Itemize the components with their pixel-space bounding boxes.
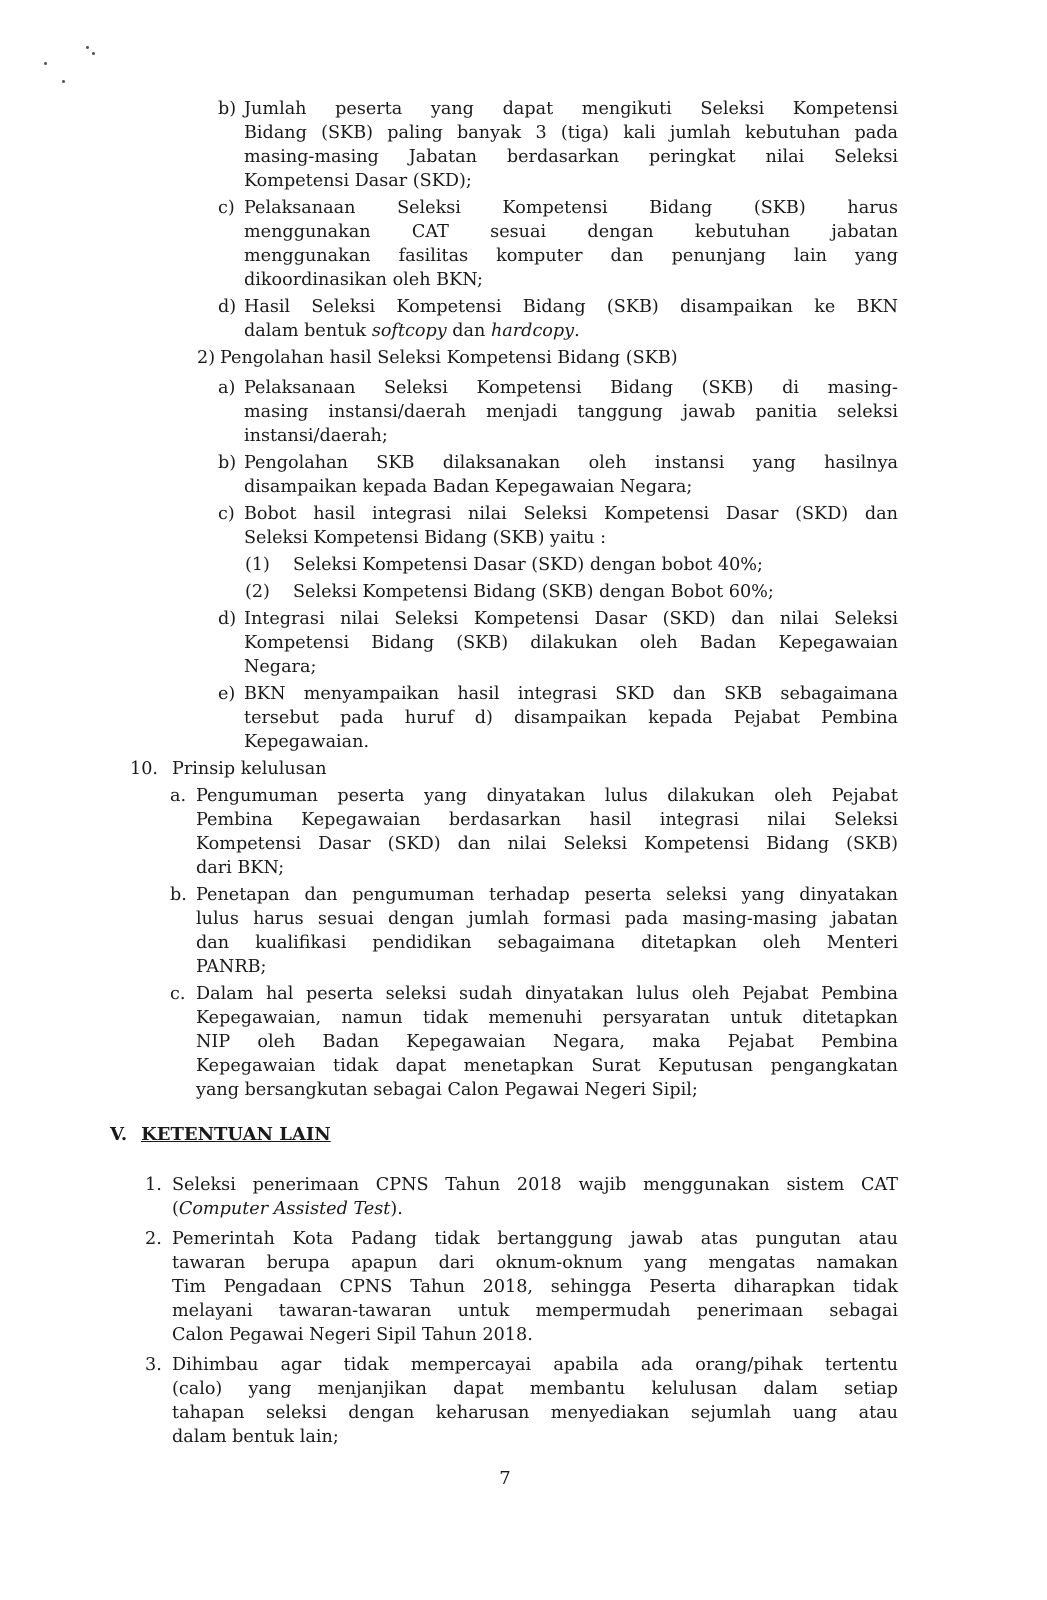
text-line xyxy=(172,1197,898,1221)
list-marker: (2) xyxy=(245,582,270,602)
document-body-upper xyxy=(0,94,1047,1102)
text-line: tawaran berupa apapun dari oknum-oknum yang mengatas namakan xyxy=(172,1253,898,1273)
list-marker: 2. xyxy=(145,1229,162,1249)
text-line: Pelaksanaan Seleksi Kompetensi Bidang (SKB) di masing- xyxy=(244,378,898,398)
list-marker: 1. xyxy=(145,1175,162,1195)
list-item xyxy=(0,784,1047,880)
list-marker: d) xyxy=(218,609,237,629)
text-line: Kompetensi Dasar (SKD) dan nilai Seleksi Kompetensi Bidang (SKB) xyxy=(196,834,898,854)
text-line: Seleksi penerimaan CPNS Tahun 2018 wajib menggunakan sistem CAT xyxy=(172,1175,898,1195)
text-line: Seleksi Kompetensi Dasar (SKD) dengan bobot 40%; xyxy=(293,555,763,575)
text-line: Kepegawaian. xyxy=(244,732,370,752)
list-item xyxy=(0,295,1047,343)
text-line: Calon Pegawai Negeri Sipil Tahun 2018. xyxy=(172,1325,533,1345)
list-marker: a) xyxy=(218,378,236,398)
list-item xyxy=(0,97,1047,193)
text-line: Kompetensi Dasar (SKD); xyxy=(244,171,472,191)
text-line: Dihimbau agar tidak mempercayai apabila ada orang/pihak tertentu xyxy=(172,1355,898,1375)
text-line: dari BKN; xyxy=(196,858,285,878)
scan-speck xyxy=(62,80,65,83)
text-line: Kompetensi Bidang (SKB) dilakukan oleh Badan Kepegawaian xyxy=(244,633,898,653)
section-number: V. xyxy=(110,1124,128,1145)
text-line xyxy=(244,319,898,343)
text-line: Tim Pengadaan CPNS Tahun 2018, sehingga Peserta diharapkan tidak xyxy=(172,1277,898,1297)
text-line: Bobot hasil integrasi nilai Seleksi Kompetensi Dasar (SKD) dan xyxy=(244,504,898,524)
text-line: menggunakan fasilitas komputer dan penunjang lain yang xyxy=(244,246,898,266)
list-item xyxy=(0,376,1047,448)
section-heading xyxy=(110,1124,331,1145)
text-segment: ). xyxy=(390,1199,403,1219)
text-line: dan kualifikasi pendidikan sebagaimana ditetapkan oleh Menteri xyxy=(196,933,898,953)
list-item xyxy=(0,757,1047,781)
text-line: PANRB; xyxy=(196,957,267,977)
text-segment: ( xyxy=(172,1199,179,1219)
list-item xyxy=(0,1353,1047,1449)
text-segment: . xyxy=(574,321,580,341)
text-line: melayani tawaran-tawaran untuk mempermudah penerimaan sebagai xyxy=(172,1301,898,1321)
text-line: Kepegawaian, namun tidak memenuhi persyaratan untuk ditetapkan xyxy=(196,1008,898,1028)
text-line: Integrasi nilai Seleksi Kompetensi Dasar (SKD) dan nilai Seleksi xyxy=(244,609,898,629)
text-line: Pengolahan hasil Seleksi Kompetensi Bidang (SKB) xyxy=(220,348,678,368)
text-line: tahapan seleksi dengan keharusan menyediakan sejumlah uang atau xyxy=(172,1403,898,1423)
text-line: Jumlah peserta yang dapat mengikuti Seleksi Kompetensi xyxy=(244,99,898,119)
list-item xyxy=(0,607,1047,679)
italic-text: hardcopy xyxy=(490,321,575,341)
text-line: Seleksi Kompetensi Bidang (SKB) dengan Bobot 60%; xyxy=(293,582,774,602)
text-line: instansi/daerah; xyxy=(244,426,388,446)
italic-text: softcopy xyxy=(371,321,447,341)
text-line: Pelaksanaan Seleksi Kompetensi Bidang (SKB) harus xyxy=(244,198,898,218)
list-item xyxy=(0,982,1047,1102)
list-marker: a. xyxy=(170,786,187,806)
text-line: yang bersangkutan sebagai Calon Pegawai Negeri Sipil; xyxy=(196,1080,698,1100)
text-line: lulus harus sesuai dengan jumlah formasi pada masing-masing jabatan xyxy=(196,909,898,929)
list-marker: 10. xyxy=(130,759,158,779)
text-line: Pengolahan SKB dilaksanakan oleh instansi yang hasilnya xyxy=(244,453,898,473)
text-line: Dalam hal peserta seleksi sudah dinyatakan lulus oleh Pejabat Pembina xyxy=(196,984,898,1004)
list-marker: c) xyxy=(218,198,235,218)
text-line: Pembina Kepegawaian berdasarkan hasil integrasi nilai Seleksi xyxy=(196,810,898,830)
text-line: dikoordinasikan oleh BKN; xyxy=(244,270,483,290)
text-segment: dalam bentuk xyxy=(244,321,372,341)
text-line: NIP oleh Badan Kepegawaian Negara, maka Pejabat Pembina xyxy=(196,1032,898,1052)
text-line: masing instansi/daerah menjadi tanggung jawab panitia seleksi xyxy=(244,402,898,422)
text-line: BKN menyampaikan hasil integrasi SKD dan SKB sebagaimana xyxy=(244,684,898,704)
text-line: Pengumuman peserta yang dinyatakan lulus dilakukan oleh Pejabat xyxy=(196,786,898,806)
list-item xyxy=(0,580,1047,604)
list-marker: b) xyxy=(218,453,237,473)
list-marker: 3. xyxy=(145,1355,162,1375)
list-item xyxy=(0,682,1047,754)
list-item xyxy=(0,553,1047,577)
scan-speck xyxy=(92,52,95,55)
list-marker: e) xyxy=(218,684,236,704)
list-item xyxy=(0,502,1047,550)
text-line: Bidang (SKB) paling banyak 3 (tiga) kali jumlah kebutuhan pada xyxy=(244,123,898,143)
document-body-lower xyxy=(0,1170,1047,1449)
text-line: Pemerintah Kota Padang tidak bertanggung jawab atas pungutan atau xyxy=(172,1229,898,1249)
scan-speck xyxy=(44,62,47,65)
text-line: Penetapan dan pengumuman terhadap peserta seleksi yang dinyatakan xyxy=(196,885,898,905)
list-marker: b. xyxy=(170,885,187,905)
text-line: disampaikan kepada Badan Kepegawaian Negara; xyxy=(244,477,693,497)
text-line: (calo) yang menjanjikan dapat membantu kelulusan dalam setiap xyxy=(172,1379,898,1399)
list-marker: c. xyxy=(170,984,186,1004)
list-marker: (1) xyxy=(245,555,270,575)
list-item xyxy=(0,883,1047,979)
list-marker: 2) xyxy=(197,348,216,368)
list-marker: c) xyxy=(218,504,235,524)
text-line: tersebut pada huruf d) disampaikan kepada Pejabat Pembina xyxy=(244,708,898,728)
text-line: Kepegawaian tidak dapat menetapkan Surat Keputusan pengangkatan xyxy=(196,1056,898,1076)
section-title: KETENTUAN LAIN xyxy=(141,1124,331,1145)
text-line: masing-masing Jabatan berdasarkan peringkat nilai Seleksi xyxy=(244,147,898,167)
list-item xyxy=(0,1173,1047,1221)
list-marker: b) xyxy=(218,99,237,119)
page-number: 7 xyxy=(499,1468,511,1489)
scan-speck xyxy=(86,46,89,49)
text-line: Negara; xyxy=(244,657,317,677)
text-line: dalam bentuk lain; xyxy=(172,1427,339,1447)
text-segment: dan xyxy=(446,321,491,341)
list-item xyxy=(0,1227,1047,1347)
text-line: Seleksi Kompetensi Bidang (SKB) yaitu : xyxy=(244,528,607,548)
italic-text: Computer Assisted Test xyxy=(178,1199,391,1219)
list-item xyxy=(0,346,1047,370)
list-marker: d) xyxy=(218,297,237,317)
text-line: menggunakan CAT sesuai dengan kebutuhan jabatan xyxy=(244,222,898,242)
list-item xyxy=(0,451,1047,499)
text-line: Hasil Seleksi Kompetensi Bidang (SKB) disampaikan ke BKN xyxy=(244,297,898,317)
list-item xyxy=(0,196,1047,292)
text-line: Prinsip kelulusan xyxy=(172,759,327,779)
